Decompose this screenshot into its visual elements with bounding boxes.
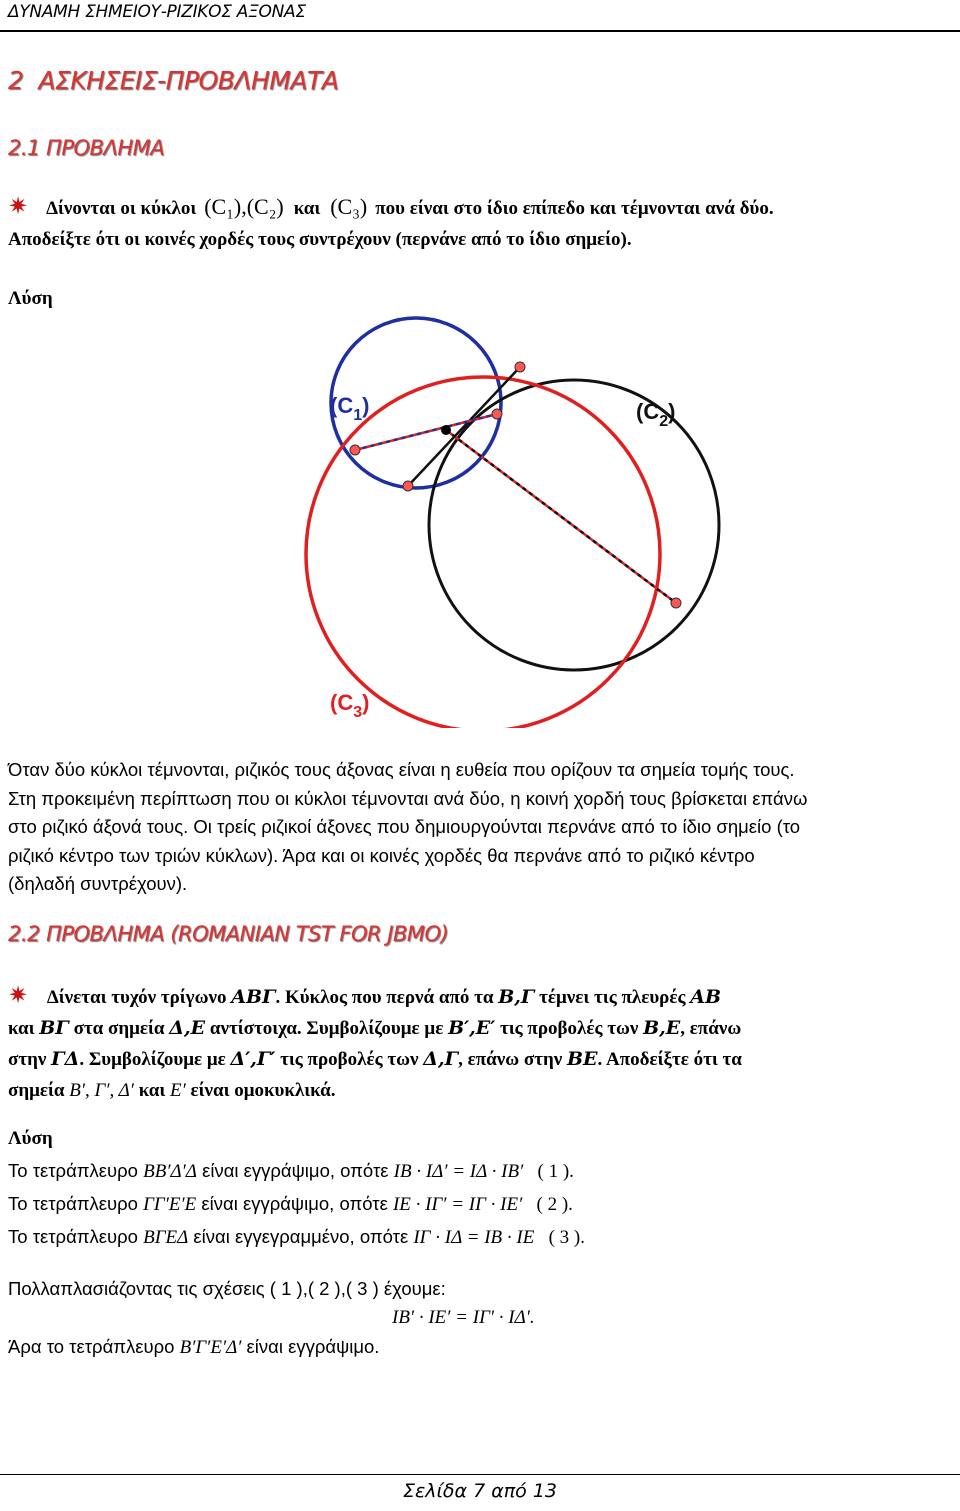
page-number: Σελίδα 7 από 13 [402,1480,558,1502]
intersection-point [350,445,360,455]
conclusion: Άρα το τετράπλευρο Β′Γ′Ε′Δ′ είναι εγγράψιμο. [8,1336,380,1358]
section-number: 2 [8,66,24,95]
label-c3: $(C_3)$ [330,690,370,721]
statement-line: στην ΓΔ. Συμβολίζουμε με Δ′,Γ′ τις προβολές των Δ,Γ, επάνω στην ΒΕ. Αποδείξτε ότι τα [8,1048,742,1070]
header-divider [0,30,960,32]
explanation-line: ριζικό κέντρο των τριών κύκλων). Άρα και οι κοινές χορδές θα περνάνε από το ριζικό κέντρο [8,844,755,866]
footer-divider [0,1474,960,1475]
explanation-line: Όταν δύο κύκλοι τέμνονται, ριζικός τους άξονας είναι η ευθεία που ορίζουν τα σημεία τομής τους. [8,759,795,780]
statement-b: που είναι στο ίδιο επίπεδο και τέμνονται ανά δύο. [375,198,774,219]
chord-c1-c2 [408,367,520,486]
statement-line: σημεία Β′, Γ′, Δ′ και Ε′ είναι ομοκυκλικά. [8,1080,336,1101]
statement-line: και ΒΓ στα σημεία Δ,Ε αντίστοιχα. Συμβολίζουμε με Β′,Ε′ τις προβολές των Β,Ε, επάνω [8,1017,742,1039]
problem1-heading: 2.1 ΠΡΟΒΛΗΜΑ [8,136,165,160]
statement-line: ✷ Δίνεται τυχόν τρίγωνο ΑΒΓ. Κύκλος που περνά από τα Β,Γ τέμνει τις πλευρές ΑΒ [8,981,722,1009]
solution-steps [8,1155,954,1254]
and-word: και [293,198,321,219]
problem1-statement [8,192,954,254]
asterisk-star-icon: ✷ [8,981,29,1009]
solution-step: Το τετράπλευρο ΒΓΕΔ είναι εγγεγραμμένο, οπότε ΙΓ · ΙΔ = ΙΒ · ΙΕ ( 3 ). [8,1226,585,1248]
circles-c1-c2: (C₁),(C₂) [204,194,284,219]
solution-label-1: Λύση [8,288,53,309]
running-header: ΔΥΝΑΜΗ ΣΗΜΕΙΟΥ-ΡΙΖΙΚΟΣ ΑΞΟΝΑΣ [8,2,306,22]
label-c2: $(C_2)$ [636,399,676,430]
multiply-text: Πολλαπλασιάζοντας τις σχέσεις ( 1 ),( 2 ),( 3 ) έχουμε: [8,1278,446,1299]
circle-c1 [331,318,501,488]
solution-step: Το τετράπλευρο ΓΓ′Ε′Ε είναι εγγράψιμο, οπότε ΙΕ · ΙΓ′ = ΙΓ · ΙΕ′ ( 2 ). [8,1193,573,1215]
label-c1: $(C_1)$ [330,393,370,424]
solution-step: Το τετράπλευρο ΒΒ′Δ′Δ είναι εγγράψιμο, οπότε ΙΒ · ΙΔ′ = ΙΔ · ΙΒ′ ( 1 ). [8,1160,574,1182]
section-title: ΑΣΚΗΣΕΙΣ-ΠΡΟΒΛΗΜΑΤΑ [38,66,339,95]
solution-label-2: Λύση [8,1128,53,1149]
explanation-line: στο ριζικό άξονά τους. Οι τρείς ριζικοί άξονες που δημιουργούνται περνάνε από το ίδιο σημείο (το [8,816,801,837]
intersection-point [671,598,681,608]
problem2-statement [8,980,954,1106]
circle-c3: (C₃) [330,194,368,219]
radical-center-point [441,425,451,435]
intersection-point [515,362,525,372]
explanation-line: Στη προκειμένη περίπτωση που οι κύκλοι τέμνονται ανά δύο, η κοινή χορδή τους βρίσκεται επάνω [8,787,808,809]
statement-c: Αποδείξτε ότι οι κοινές χορδές τους συντρέχουν (περνάνε από το ίδιο σημείο). [8,229,632,250]
intersection-point [492,409,502,419]
statement-a: Δίνονται οι κύκλοι [46,198,197,219]
three-circles-figure [300,308,740,728]
asterisk-star-icon: ✷ [8,192,29,220]
result-equation: ΙΒ′ · ΙΕ′ = ΙΓ′ · ΙΔ′. [392,1307,535,1328]
explanation-line: (δηλαδή συντρέχουν). [8,873,188,894]
section-heading [8,66,338,95]
problem1-explanation [8,756,954,899]
intersection-point [403,481,413,491]
problem2-heading: 2.2 ΠΡΟΒΛΗΜΑ (ROMANIAN TST FOR JBMO) [8,922,449,946]
